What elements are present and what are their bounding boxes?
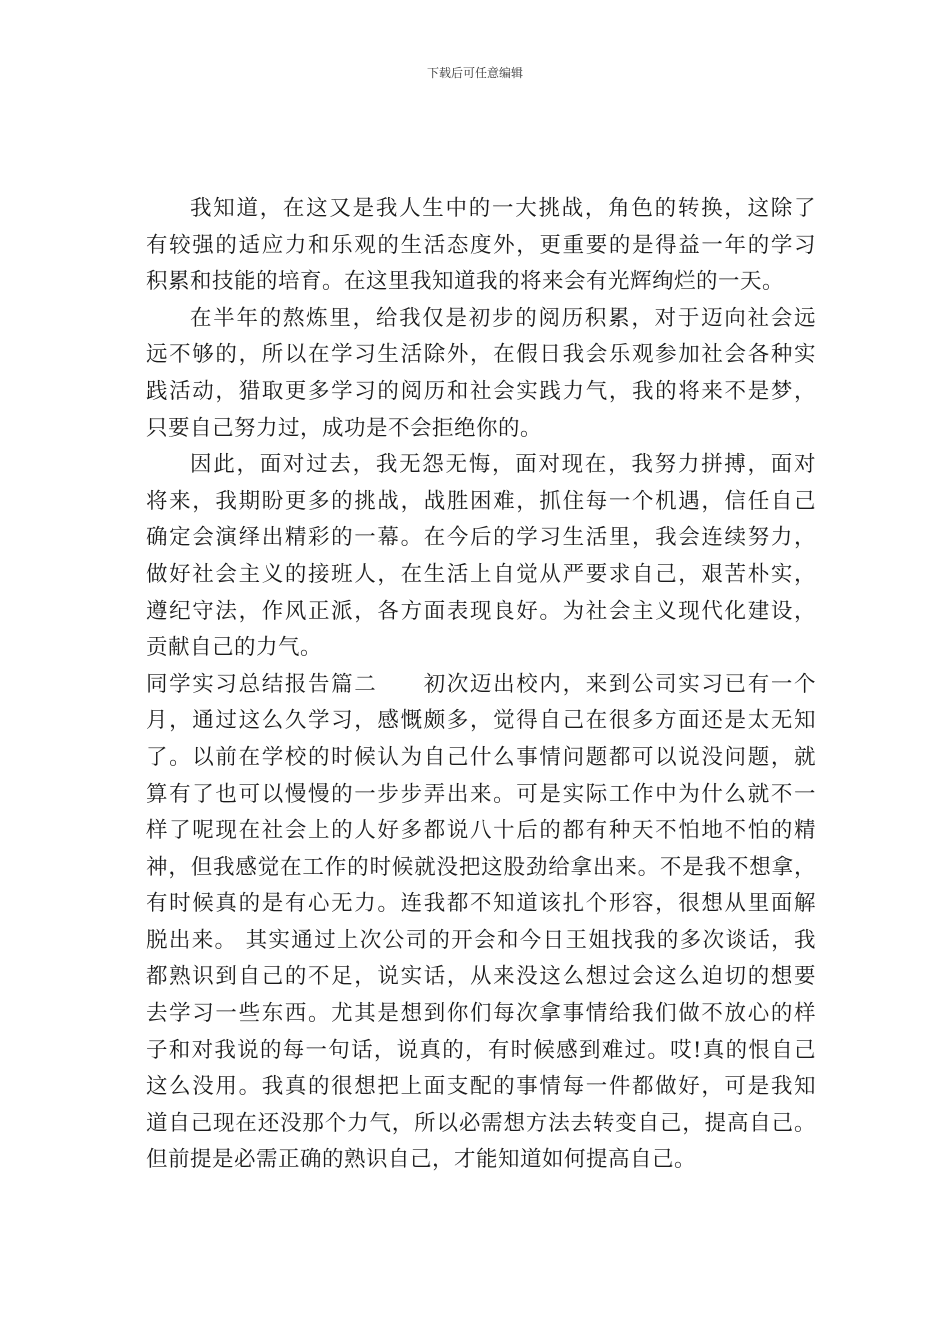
- text-line: 因此，面对过去，我无怨无悔，面对现在，我努力拼搏，面对: [190, 452, 816, 478]
- text-line: 脱出来。 其实通过上次公司的开会和今日王姐找我的多次谈话，我: [146, 927, 816, 953]
- text-line: 只要自己努力过，成功是不会拒绝你的。: [146, 415, 543, 441]
- text-line: 同学实习总结报告篇二 初次迈出校内，来到公司实习已有一个: [146, 671, 816, 697]
- text-line: 算有了也可以慢慢的一步步弄出来。可是实际工作中为什么就不一: [146, 781, 816, 807]
- text-line: 将来，我期盼更多的挑战，战胜困难，抓住每一个机遇，信任自己: [146, 488, 816, 514]
- text-line: 我知道，在这又是我人生中的一大挑战，角色的转换，这除了: [190, 196, 816, 221]
- text-line: 有时候真的是有心无力。连我都不知道该扎个形容，很想从里面解: [146, 891, 816, 917]
- text-line: 去学习一些东西。尤其是想到你们每次拿事情给我们做不放心的样: [146, 1001, 816, 1027]
- text-line: 了。以前在学校的时候认为自己什么事情问题都可以说没问题，就: [146, 744, 816, 770]
- text-line: 道自己现在还没那个力气，所以必需想方法去转变自己，提高自己。: [146, 1110, 816, 1136]
- document-body: [146, 191, 816, 1179]
- text-line: 在半年的熬炼里，给我仅是初步的阅历积累，对于迈向社会远: [190, 305, 816, 331]
- text-line: 神，但我感觉在工作的时候就没把这股劲给拿出来。不是我不想拿，: [146, 854, 816, 880]
- text-line: 有较强的适应力和乐观的生活态度外，更重要的是得益一年的学习: [146, 232, 816, 258]
- text-line: 这么没用。我真的很想把上面支配的事情每一件都做好，可是我知: [146, 1074, 816, 1100]
- text-line: 子和对我说的每一句话，说真的，有时候感到难过。哎!真的恨自己: [146, 1037, 816, 1063]
- page-header: 下载后可任意编辑: [426, 66, 523, 80]
- text-line: 做好社会主义的接班人，在生活上自觉从严要求自己，艰苦朴实，: [146, 561, 816, 587]
- text-line: 都熟识到自己的不足，说实话，从来没这么想过会这么迫切的想要: [146, 964, 816, 990]
- text-line: 确定会演绎出精彩的一幕。在今后的学习生活里，我会连续努力，: [146, 525, 816, 551]
- text-line: 积累和技能的培育。在这里我知道我的将来会有光辉绚烂的一天。: [146, 269, 785, 295]
- text-line: 样了呢现在社会上的人好多都说八十后的都有种天不怕地不怕的精: [146, 818, 816, 844]
- text-line: 践活动，猎取更多学习的阅历和社会实践力气，我的将来不是梦，: [146, 378, 816, 404]
- text-line: 贡献自己的力气。: [146, 635, 323, 661]
- text-line: 月，通过这么久学习，感慨颇多，觉得自己在很多方面还是太无知: [146, 708, 816, 734]
- text-line: 远不够的，所以在学习生活除外，在假日我会乐观参加社会各种实: [146, 342, 816, 368]
- text-line: 遵纪守法，作风正派，各方面表现良好。为社会主义现代化建设，: [146, 598, 816, 624]
- text-line: 但前提是必需正确的熟识自己，才能知道如何提高自己。: [146, 1147, 697, 1173]
